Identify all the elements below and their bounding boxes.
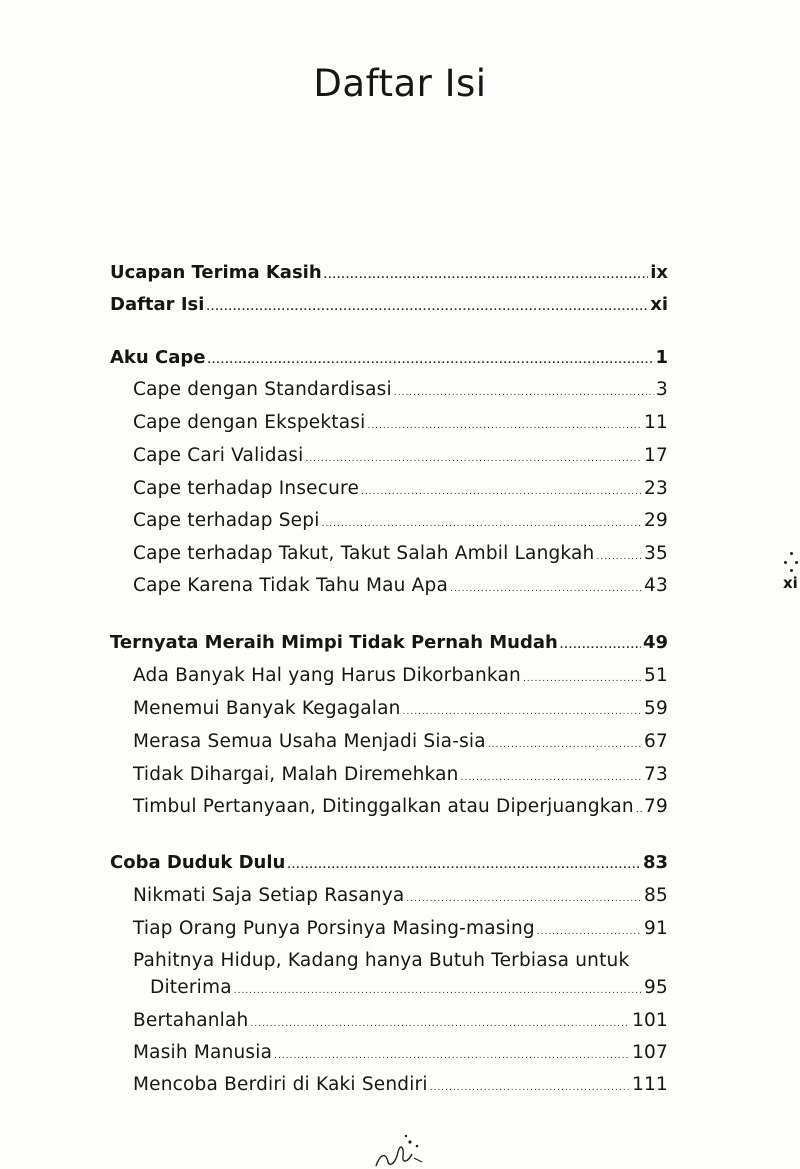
toc-entry-page: 107 bbox=[632, 1042, 668, 1063]
toc-entry-label: Ada Banyak Hal yang Harus Dikorbankan bbox=[133, 665, 521, 686]
dot-leader bbox=[274, 1052, 630, 1061]
toc-entry-label: Cape terhadap Sepi bbox=[133, 510, 320, 531]
toc-entry-page: 101 bbox=[632, 1010, 668, 1031]
toc-section[interactable] bbox=[133, 1074, 668, 1095]
toc-entry-label: Merasa Semua Usaha Menjadi Sia-sia bbox=[133, 731, 486, 752]
toc-entry-page: ix bbox=[650, 262, 668, 283]
toc-entry-label: Cape Cari Validasi bbox=[133, 445, 304, 466]
dot-leader bbox=[206, 304, 648, 313]
toc-entry-label: Cape dengan Standardisasi bbox=[133, 379, 392, 400]
toc-entry-page: 1 bbox=[655, 347, 668, 368]
toc-entry-page: 43 bbox=[644, 575, 668, 596]
toc-entry-page: 17 bbox=[644, 445, 668, 466]
toc-entry-label: Ucapan Terima Kasih bbox=[110, 262, 322, 283]
toc-entry-page: 73 bbox=[644, 764, 668, 785]
toc-chapter[interactable] bbox=[110, 347, 668, 368]
toc-entry[interactable] bbox=[110, 294, 668, 315]
toc-entry-label: Bertahanlah bbox=[133, 1010, 249, 1031]
dot-leader bbox=[636, 806, 642, 815]
toc-section[interactable] bbox=[133, 1042, 668, 1063]
toc-entry-page: 23 bbox=[644, 478, 668, 499]
toc-entry-label: Nikmati Saja Setiap Rasanya bbox=[133, 885, 405, 906]
toc-section[interactable] bbox=[133, 445, 668, 466]
dot-leader bbox=[207, 357, 653, 366]
dot-leader bbox=[394, 389, 654, 398]
dot-leader bbox=[322, 520, 642, 529]
toc-entry-label: Daftar Isi bbox=[110, 294, 205, 315]
toc-section[interactable] bbox=[133, 412, 668, 433]
dot-leader bbox=[596, 553, 642, 562]
toc-entry[interactable] bbox=[110, 262, 668, 283]
dot-leader bbox=[250, 1020, 630, 1029]
toc-entry-label: Timbul Pertanyaan, Ditinggalkan atau Diperjuangkan bbox=[133, 796, 634, 817]
dot-leader bbox=[324, 272, 649, 281]
toc-entry-page: 49 bbox=[642, 632, 668, 653]
ornament-icon bbox=[370, 1132, 430, 1169]
toc-entry-page: 35 bbox=[644, 543, 668, 564]
toc-section[interactable] bbox=[133, 731, 668, 752]
toc-section[interactable] bbox=[133, 478, 668, 499]
page-number: xi bbox=[783, 574, 798, 592]
toc-section[interactable] bbox=[133, 665, 668, 686]
toc-entry-page: 79 bbox=[644, 796, 668, 817]
dot-leader bbox=[403, 708, 642, 717]
toc-section[interactable] bbox=[133, 764, 668, 785]
toc-entry-label: Cape terhadap Insecure bbox=[133, 478, 360, 499]
dot-leader bbox=[406, 895, 642, 904]
dot-leader bbox=[560, 642, 641, 651]
dot-leader bbox=[367, 422, 642, 431]
toc-section[interactable] bbox=[150, 977, 668, 998]
dot-leader bbox=[537, 928, 642, 937]
toc-chapter[interactable] bbox=[110, 852, 668, 873]
toc-section[interactable] bbox=[133, 698, 668, 719]
toc-entry-label: Diterima bbox=[150, 977, 232, 998]
toc-section[interactable] bbox=[133, 918, 668, 939]
toc-entry-page: 59 bbox=[644, 698, 668, 719]
toc-entry-label-line1: Pahitnya Hidup, Kadang hanya Butuh Terbiasa untuk bbox=[133, 950, 630, 971]
toc-entry-page: 95 bbox=[644, 977, 668, 998]
page-title: Daftar Isi bbox=[313, 62, 487, 105]
toc-section[interactable] bbox=[133, 1010, 668, 1031]
toc-entry-label: Masih Manusia bbox=[133, 1042, 273, 1063]
dot-leader bbox=[523, 675, 642, 684]
toc-entry-label: Tiap Orang Punya Porsinya Masing-masing bbox=[133, 918, 535, 939]
toc-entry-page: 111 bbox=[632, 1074, 668, 1095]
toc-entry-label: Ternyata Meraih Mimpi Tidak Pernah Mudah bbox=[110, 632, 558, 653]
toc-entry-label: Coba Duduk Dulu bbox=[110, 852, 286, 873]
toc-entry-page: 3 bbox=[656, 379, 668, 400]
dot-leader bbox=[361, 488, 642, 497]
toc-entry-label: Tidak Dihargai, Malah Diremehkan bbox=[133, 764, 459, 785]
toc-entry-label: Cape dengan Ekspektasi bbox=[133, 412, 366, 433]
dot-leader bbox=[450, 585, 642, 594]
dot-leader bbox=[234, 987, 642, 996]
toc-entry-page: 67 bbox=[644, 731, 668, 752]
toc-entry-label: Cape Karena Tidak Tahu Mau Apa bbox=[133, 575, 449, 596]
toc-section[interactable] bbox=[133, 796, 668, 817]
dot-leader bbox=[461, 774, 642, 783]
toc-entry-label: Aku Cape bbox=[110, 347, 206, 368]
toc-entry-page: xi bbox=[650, 294, 668, 315]
toc-entry-page: 91 bbox=[644, 918, 668, 939]
toc-entry-page: 85 bbox=[644, 885, 668, 906]
toc-section[interactable] bbox=[133, 379, 668, 400]
toc-entry-page: 11 bbox=[644, 412, 668, 433]
dot-leader bbox=[305, 455, 642, 464]
toc-entry-label: Cape terhadap Takut, Takut Salah Ambil Langkah bbox=[133, 543, 595, 564]
dot-leader bbox=[488, 741, 642, 750]
toc-entry-label: Menemui Banyak Kegagalan bbox=[133, 698, 401, 719]
toc-section[interactable] bbox=[133, 510, 668, 531]
toc-entry-page: 83 bbox=[642, 852, 668, 873]
toc-section[interactable] bbox=[133, 885, 668, 906]
toc-entry-page: 29 bbox=[644, 510, 668, 531]
toc-entry-page: 51 bbox=[644, 665, 668, 686]
dot-leader bbox=[430, 1084, 630, 1093]
toc-section[interactable] bbox=[133, 575, 668, 596]
dot-leader bbox=[287, 862, 641, 871]
toc-chapter[interactable] bbox=[110, 632, 668, 653]
toc-section[interactable] bbox=[133, 543, 668, 564]
toc-entry-label: Mencoba Berdiri di Kaki Sendiri bbox=[133, 1074, 428, 1095]
